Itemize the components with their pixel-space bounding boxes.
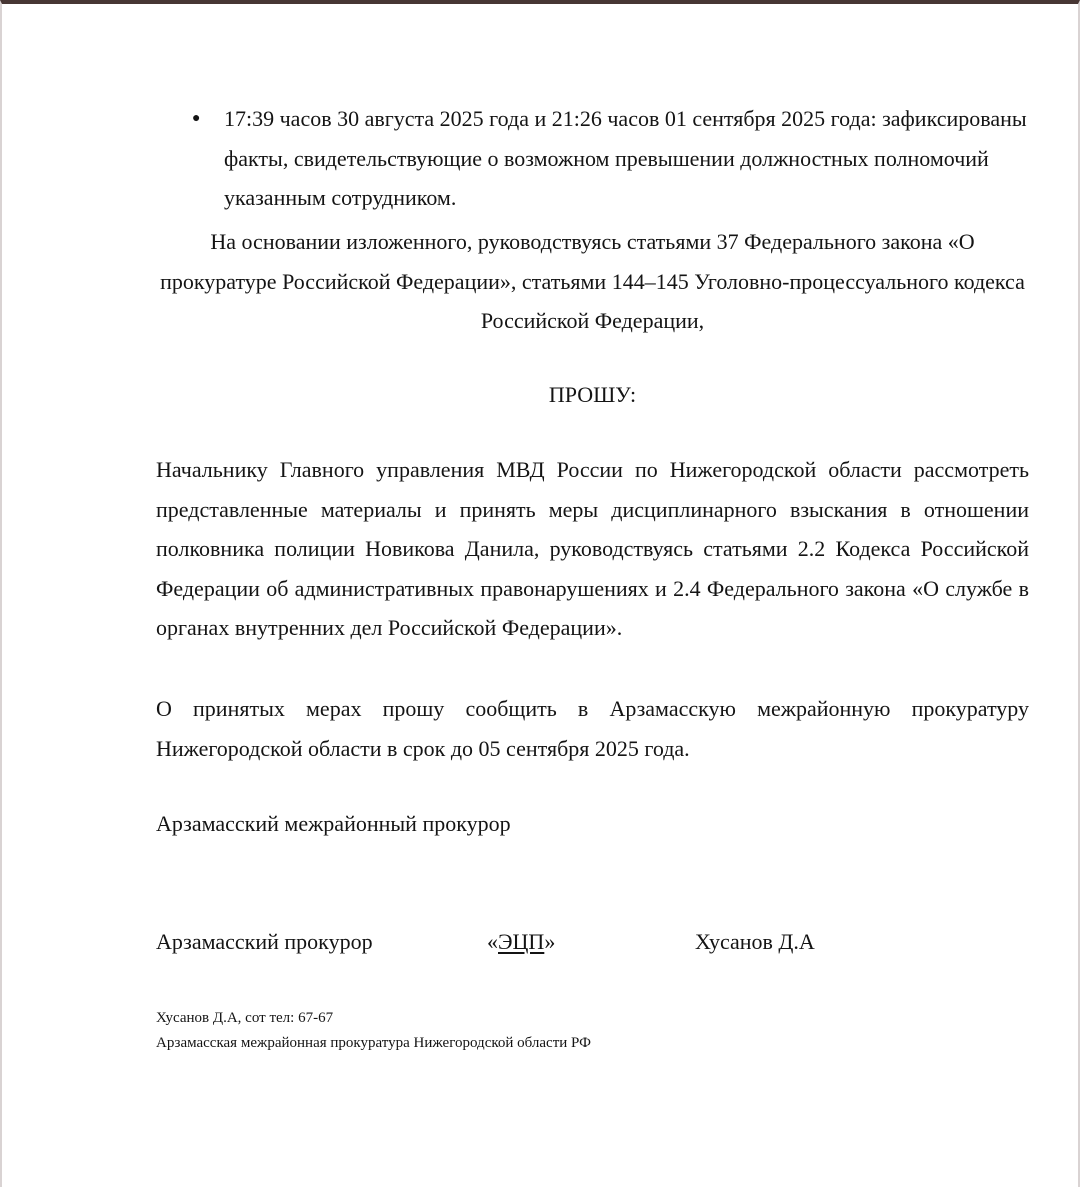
text-line: О принятых мерах прошу сообщить в Арзамасскую межрайонную прокуратуру: [156, 696, 1029, 721]
text-line: прокуратуре Российской Федерации», статьями 144–145 Уголовно-процессуального кодекса: [160, 268, 1025, 294]
stamp-open-quote: «: [487, 929, 498, 954]
text-line: Арзамасский межрайонный прокурор: [156, 811, 511, 836]
text-line: Нижегородской области в срок до 05 сентября 2025 года.: [156, 735, 690, 761]
text-line: факты, свидетельствующие о возможном превышении должностных полномочий: [224, 145, 989, 171]
signer-title: [156, 804, 1029, 844]
footer-contact-line: Хусанов Д.А, сот тел: 67-67: [156, 1010, 334, 1026]
text-line: Российской Федерации,: [480, 308, 705, 333]
footer: [156, 1006, 1029, 1056]
legal-basis-paragraph: [156, 222, 1029, 341]
text-line: полковника полиции Новикова Данила, руководствуясь статьями 2.2 Кодекса Российской: [156, 536, 1029, 561]
signer-name: Хусанов Д.А: [695, 929, 815, 954]
footer-organization-line: Арзамасская межрайонная прокуратура Нижегородской области РФ: [156, 1035, 591, 1051]
text-line: Федерации об административных правонарушениях и 2.4 Федерального закона «О службе в: [156, 575, 1029, 601]
bullet-item-text: [224, 99, 1027, 218]
text-line: На основании изложенного, руководствуясь статьями 37 Федерального закона «О: [210, 229, 975, 254]
bullet-icon: ●: [192, 111, 201, 126]
request-heading: ПРОШУ:: [548, 382, 637, 407]
request-paragraph: [156, 450, 1029, 648]
bullet-list-item: [192, 99, 1027, 218]
report-paragraph: [156, 689, 1029, 768]
signature-left-label: Арзамасский прокурор: [156, 929, 373, 954]
digital-signature-stamp: [487, 922, 555, 962]
stamp-text: ЭЦП: [498, 929, 545, 954]
text-line: представленные материалы и принять меры дисциплинарного взыскания в отношении: [156, 496, 1029, 522]
text-line: Начальнику Главного управления МВД России по Нижегородской области рассмотреть: [156, 457, 1029, 482]
text-line: указанным сотрудником.: [224, 185, 457, 210]
stamp-close-quote: »: [544, 929, 556, 954]
text-line: 17:39 часов 30 августа 2025 года и 21:26 часов 01 сентября 2025 года: зафиксированы: [224, 106, 1027, 131]
signature-row: [156, 922, 1029, 962]
text-line: органах внутренних дел Российской Федерации».: [156, 615, 623, 640]
